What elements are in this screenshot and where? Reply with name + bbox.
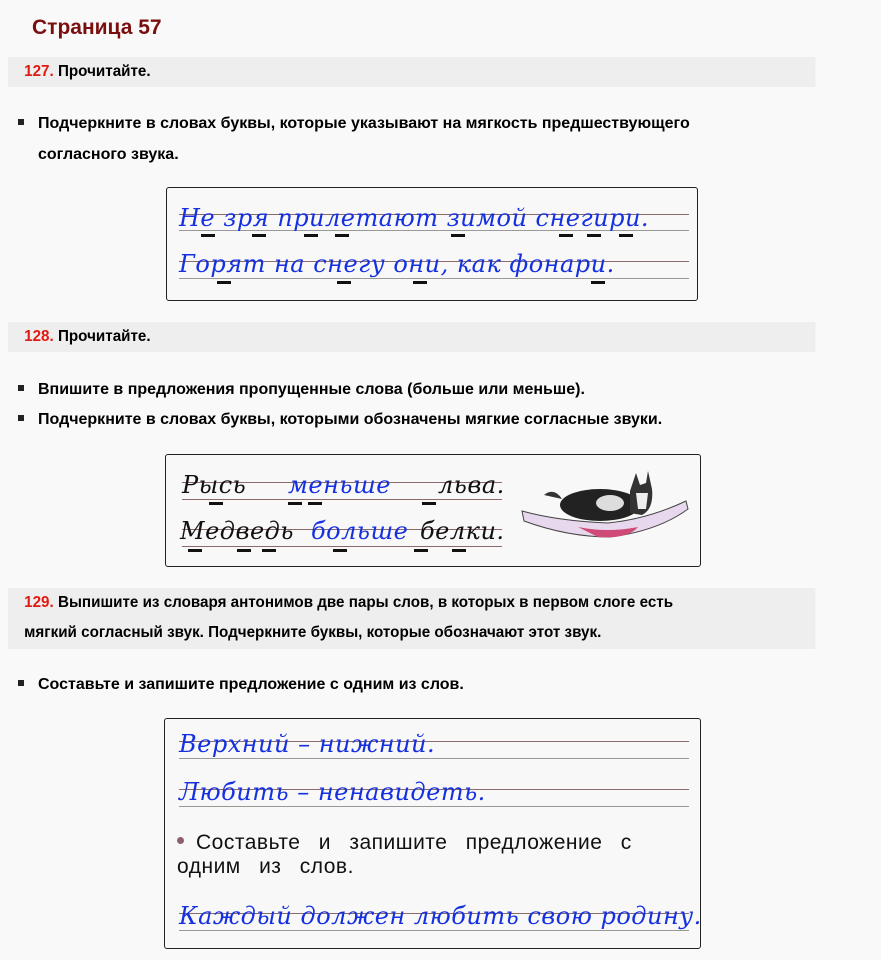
- lynx-illustration: [518, 469, 690, 549]
- task-number: 128.: [24, 328, 54, 345]
- bullet-icon: [18, 415, 24, 421]
- bullet-text: Подчеркните в словах буквы, которыми обозначены мягкие согласные звуки.: [38, 411, 663, 428]
- task-heading-line1: Выпишите из словаря антонимов две пары слов, в которых в первом слоге есть: [57, 594, 674, 611]
- task-heading: Прочитайте.: [57, 63, 151, 80]
- task-number: 127.: [24, 63, 54, 80]
- bullet-text: Впишите в предложения пропущенные слова (больше или меньше).: [38, 381, 585, 398]
- bullet-icon: [18, 385, 24, 391]
- handwritten-line-2: Горят на снегу они, как фонари.: [179, 250, 615, 278]
- task-127-card: [166, 187, 698, 301]
- page-title: Страница 57: [32, 16, 162, 39]
- row1-word3: льва.: [438, 471, 505, 499]
- task-129-card: [164, 718, 701, 949]
- bullet-icon: [18, 680, 24, 686]
- row2-word3: белки.: [420, 517, 505, 545]
- handwritten-antonyms-1: Верхний – нижний.: [179, 730, 436, 758]
- row2-word1: Медведь: [180, 517, 294, 545]
- bullet-text: Подчеркните в словах буквы, которые указывают на мягкость предшествующего: [38, 115, 690, 132]
- task-127-header: [8, 57, 816, 87]
- bullet-text-cont: согласного звука.: [38, 146, 179, 163]
- row1-word2: меньше: [288, 471, 391, 499]
- task-number: 129.: [24, 594, 54, 611]
- task-128-header: [8, 322, 816, 352]
- handwritten-antonyms-2: Любить – ненавидеть.: [179, 778, 486, 806]
- task-128-card: [165, 454, 701, 567]
- bullet-dot-icon: [177, 837, 184, 844]
- task-128-bullet-2: [18, 404, 662, 435]
- task-127-bullet: [18, 108, 690, 170]
- handwritten-line-1: Не зря прилетают зимой снегири.: [179, 204, 650, 232]
- bullet-text: Составьте и запишите предложение с одним из слов.: [38, 676, 464, 693]
- task-129-header: [8, 588, 816, 649]
- handwritten-answer: Каждый должен любить свою родину.: [179, 902, 702, 930]
- card-instruction: Составьте и запишите предложение с одним из слов.: [177, 831, 632, 878]
- row1-word1: Рысь: [182, 471, 247, 499]
- task-129-bullet: [18, 669, 464, 700]
- row2-word2: больше: [311, 517, 409, 545]
- task-heading: Прочитайте.: [57, 328, 151, 345]
- bullet-icon: [18, 119, 24, 125]
- task-heading-line2: мягкий согласный звук. Подчеркните буквы, которые обозначают этот звук.: [24, 624, 602, 641]
- task-128-bullet-1: [18, 374, 585, 405]
